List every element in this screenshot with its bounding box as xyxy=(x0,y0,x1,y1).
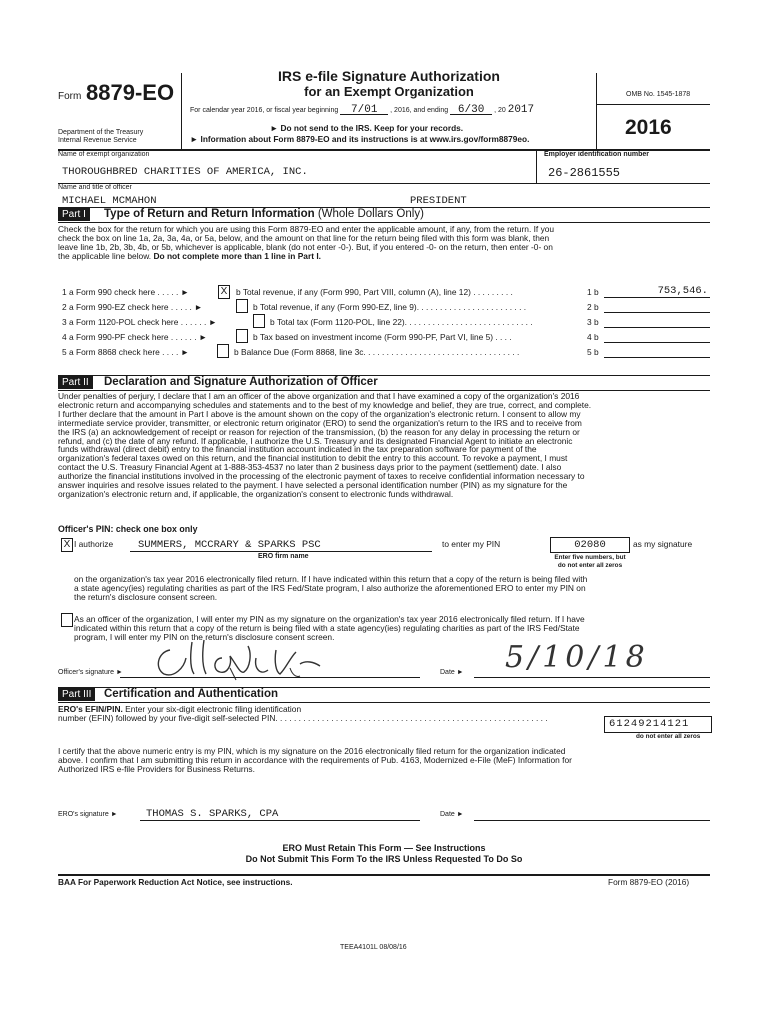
line-3b-label: b Total tax (Form 1120-POL, line 22). . . . . . . . . . . . . . . . . . . . . . . . . . . . xyxy=(270,317,533,327)
part1-title-suffix: (Whole Dollars Only) xyxy=(317,208,424,220)
end-year-prefix: , 20 xyxy=(494,107,506,114)
officer-name: MICHAEL MCMAHON xyxy=(62,195,157,207)
officer-date-label: Date ► xyxy=(440,669,464,676)
line-2a-checkbox[interactable] xyxy=(236,299,248,313)
officer-title: PRESIDENT xyxy=(410,195,467,207)
part1-label: Part I xyxy=(58,208,90,221)
ero-firm-label: ERO firm name xyxy=(258,553,309,560)
line-4b-number: 4 b xyxy=(587,332,599,342)
line-5a-label: 5 a Form 8868 check here . . . . ► xyxy=(62,347,189,357)
authorize-text xyxy=(74,575,587,602)
fiscal-begin-date: 7/01 xyxy=(340,106,388,115)
certification-line: above. I confirm that I am submitting this return in accordance with the requirements of Pub. 4163, Modernized e-File (MeF) Information for xyxy=(58,754,572,765)
declaration-line: refund, and (c) the date of any refund. If applicable, I authorize the U.S. Treasury and its designated Financial Agent to initiate an electronic xyxy=(58,435,573,446)
ein-value: 26-2861555 xyxy=(548,166,621,180)
line-3a-label: 3 a Form 1120-POL check here . . . . . . ► xyxy=(62,317,217,327)
part3-label: Part III xyxy=(58,688,95,701)
dept-treasury: Department of the Treasury xyxy=(58,129,144,136)
efin-bold: ERO's EFIN/PIN. xyxy=(58,704,123,714)
officer-signature-date[interactable]: 5/10/18 xyxy=(505,640,649,675)
officer-enter-line: As an officer of the organization, I will enter my PIN as my signature on the organization's tax year 2016 electronically filed return. If I have xyxy=(74,614,585,624)
pin-note-1: Enter five numbers, but xyxy=(554,554,626,561)
line-5b-label: b Balance Due (Form 8868, line 3c. . . . . . . . . . . . . . . . . . . . . . . . . . . . . . . . . . xyxy=(234,347,520,357)
declaration-line: answer inquiries and resolve issues related to the payment. I have selected a personal identification number (PIN) as my signature for the xyxy=(58,480,568,491)
dept-irs: Internal Revenue Service xyxy=(58,137,137,144)
part2-header xyxy=(58,375,710,389)
ero-signature[interactable]: THOMAS S. SPARKS, CPA xyxy=(146,808,279,820)
cal-prefix: For calendar year 2016, or fiscal year beginning xyxy=(190,107,339,114)
line-5b-number: 5 b xyxy=(587,347,599,357)
efin-line-2: number (EFIN) followed by your five-digit self-selected PIN. . . . . . . . . . . . . . . . . . . . . . . . . . . . . . . . . . . . . . . . . . . . . . . . . . . . . . . . . . . xyxy=(58,712,548,723)
part3-header xyxy=(58,687,710,701)
org-name-label: Name of exempt organization xyxy=(58,151,150,158)
officer-label: Name and title of officer xyxy=(58,184,132,191)
declaration-text xyxy=(58,392,718,499)
tax-year: 2016 xyxy=(625,116,672,139)
ero-firm-name[interactable]: SUMMERS, MCCRARY & SPARKS PSC xyxy=(138,539,321,551)
form-reference: Form 8879-EO (2016) xyxy=(608,877,690,887)
declaration-line: I further declare that the amount in Part I above is the amount shown on the copy of the organization's electronic return. I consent to allow my xyxy=(58,408,581,419)
authorize-text-line: the return's disclosure consent screen. xyxy=(74,591,218,602)
instructions-link-note: ► Information about Form 8879-EO and its instructions is at www.irs.gov/form8879eo. xyxy=(190,134,530,144)
authorize-text-line: a state agency(ies) regulating charities as part of the IRS Fed/State program, I also authorize the aforementioned ERO to enter my PIN on xyxy=(74,582,586,593)
declaration-line: Under penalties of perjury, I declare that I am an officer of the above organization and that I have examined a copy of the organization's 2016 xyxy=(58,391,580,401)
certification-line: I certify that the above numeric entry is my PIN, which is my signature on the 2016 electronically filed return for the organization indicated xyxy=(58,746,566,756)
line-3a-checkbox[interactable] xyxy=(253,314,265,328)
line-1b-label: b Total revenue, if any (Form 990, Part VIII, column (A), line 12) . . . . . . . . . xyxy=(236,287,513,297)
declaration-line: organization's federal taxes owed on this return, and the financial institution to debit the entry to this account. To revoke a payment, I must xyxy=(58,453,568,464)
efin-note: do not enter all zeros xyxy=(636,733,701,740)
line-1a-checkbox[interactable]: X xyxy=(218,285,230,299)
part1-title xyxy=(104,208,424,221)
certification-text xyxy=(58,747,572,774)
form-subtitle: for an Exempt Organization xyxy=(304,84,474,99)
omb-number: OMB No. 1545-1878 xyxy=(626,91,691,98)
ero-date-label: Date ► xyxy=(440,811,464,818)
part1-intro-line: leave line 1b, 2b, 3b, 4b, or 5b, whichever is applicable, blank (do not enter -0-). But, if you entered -0- on the return, then enter -0- on xyxy=(58,241,553,252)
part2-title: Declaration and Signature Authorization of Officer xyxy=(104,376,378,388)
efin-pin-value[interactable]: 61249214121 xyxy=(604,716,712,733)
form-title: IRS e-file Signature Authorization xyxy=(278,68,500,84)
officer-signature-label: Officer's signature ► xyxy=(58,669,123,676)
declaration-line: authorize the financial institutions involved in the processing of the electronic payment of taxes to receive confidential information necessary to xyxy=(58,471,585,482)
form-code: TEEA4101L 08/08/16 xyxy=(340,944,407,951)
declaration-line: funds withdrawal (direct debit) entry to the financial institution account indicated in the tax preparation software for payment of the xyxy=(58,444,537,455)
officer-enter-line: indicated within this return that a copy of the return is being filed with a state agency(ies) regulating charities as part of the IRS Fed/State xyxy=(74,622,580,633)
line-4a-checkbox[interactable] xyxy=(236,329,248,343)
part1-header xyxy=(58,207,710,221)
line-2b-label: b Total revenue, if any (Form 990-EZ, line 9). . . . . . . . . . . . . . . . . . . . . . . . xyxy=(253,302,527,312)
line-1b-number: 1 b xyxy=(587,287,599,297)
pin-note-2: do not enter all zeros xyxy=(557,562,623,569)
officer-pin-heading: Officer's PIN: check one box only xyxy=(58,524,198,534)
part1-intro-last-bold: Do not complete more than 1 line in Part I. xyxy=(153,250,321,261)
calendar-year-line xyxy=(190,106,534,115)
retain-note-2: Do Not Submit This Form To the IRS Unless Requested To Do So xyxy=(245,854,523,864)
retain-note-1: ERO Must Retain This Form — See Instructions xyxy=(282,843,486,853)
authorize-ero-checkbox[interactable]: X xyxy=(61,538,73,552)
line-5a-checkbox[interactable] xyxy=(217,344,229,358)
part1-intro-last: the applicable line below. xyxy=(58,250,152,261)
declaration-line: intermediate service provider, transmitter, or electronic return originator (ERO) to send the organization's return to the IRS and to receive from xyxy=(58,417,582,428)
part1-intro-line xyxy=(58,252,718,261)
fiscal-end-year: 2017 xyxy=(507,104,535,116)
certification-line: Authorized IRS e-file Providers for Business Returns. xyxy=(58,763,255,774)
officer-enter-pin-checkbox[interactable] xyxy=(61,613,73,627)
fiscal-end-date: 6/30 xyxy=(450,106,492,115)
line-1b-amount[interactable]: 753,546. xyxy=(657,285,708,297)
officer-enter-line: program, I will enter my PIN on the return's disclosure consent screen. xyxy=(74,631,335,642)
ein-label: Employer identification number xyxy=(544,151,650,158)
line-2a-label: 2 a Form 990-EZ check here . . . . . ► xyxy=(62,302,203,312)
part1-intro-line: Check the box for the return for which you are using this Form 8879-EO and enter the applicable amount, if any, from the return. If you xyxy=(58,224,555,234)
efin-text xyxy=(58,705,548,723)
enter-pin-label: to enter my PIN xyxy=(442,539,501,549)
declaration-line: organization's electronic return and, if applicable, the organization's consent to electronic funds withdrawal. xyxy=(58,488,454,499)
cal-mid: , 2016, and ending xyxy=(390,107,449,114)
line-4a-label: 4 a Form 990-PF check here . . . . . . ► xyxy=(62,332,208,342)
efin-text-1: Enter your six-digit electronic filing identification xyxy=(125,704,302,714)
part3-title: Certification and Authentication xyxy=(104,688,278,700)
form-number: 8879-EO xyxy=(86,80,175,105)
declaration-line: contact the U.S. Treasury Financial Agent at 1-888-353-4537 no later than 2 business days prior to the payment (settlement) date. I also xyxy=(58,462,562,473)
line-2b-number: 2 b xyxy=(587,302,599,312)
do-not-send-note: ► Do not send to the IRS. Keep for your records. xyxy=(270,123,464,133)
ero-signature-label: ERO's signature ► xyxy=(58,811,118,818)
part1-title-text: Type of Return and Return Information xyxy=(104,208,315,220)
officer-pin-value[interactable]: 02080 xyxy=(550,537,630,553)
officer-signature-scribble xyxy=(140,628,340,684)
part2-label: Part II xyxy=(58,376,93,389)
as-signature-label: as my signature xyxy=(633,539,693,549)
authorize-label: I authorize xyxy=(74,539,114,549)
declaration-line: electronic return and accompanying schedules and statements and to the best of my knowledge and belief, they are true, correct, and complete. xyxy=(58,399,592,410)
authorize-text-line: on the organization's tax year 2016 electronically filed return. If I have indicated within this return that a copy of the return is being filed with xyxy=(74,574,588,584)
part1-intro-line: check the box on line 1a, 2a, 3a, 4a, or 5a, below, and the amount on that line for the return being filed with this form was blank, then xyxy=(58,232,550,243)
part1-intro xyxy=(58,225,718,261)
org-name: THOROUGHBRED CHARITIES OF AMERICA, INC. xyxy=(62,166,308,178)
baa-note: BAA For Paperwork Reduction Act Notice, see instructions. xyxy=(58,877,293,887)
line-1a-label: 1 a Form 990 check here . . . . . ► xyxy=(62,287,189,297)
declaration-line: the IRS (a) an acknowledgement of receipt or reason for rejection of the transmission, (b) the reason for any delay in processing the return or xyxy=(58,426,580,437)
form-word: Form xyxy=(58,91,82,102)
line-3b-number: 3 b xyxy=(587,317,599,327)
line-4b-label: b Tax based on investment income (Form 990-PF, Part VI, line 5) . . . . xyxy=(253,332,512,342)
